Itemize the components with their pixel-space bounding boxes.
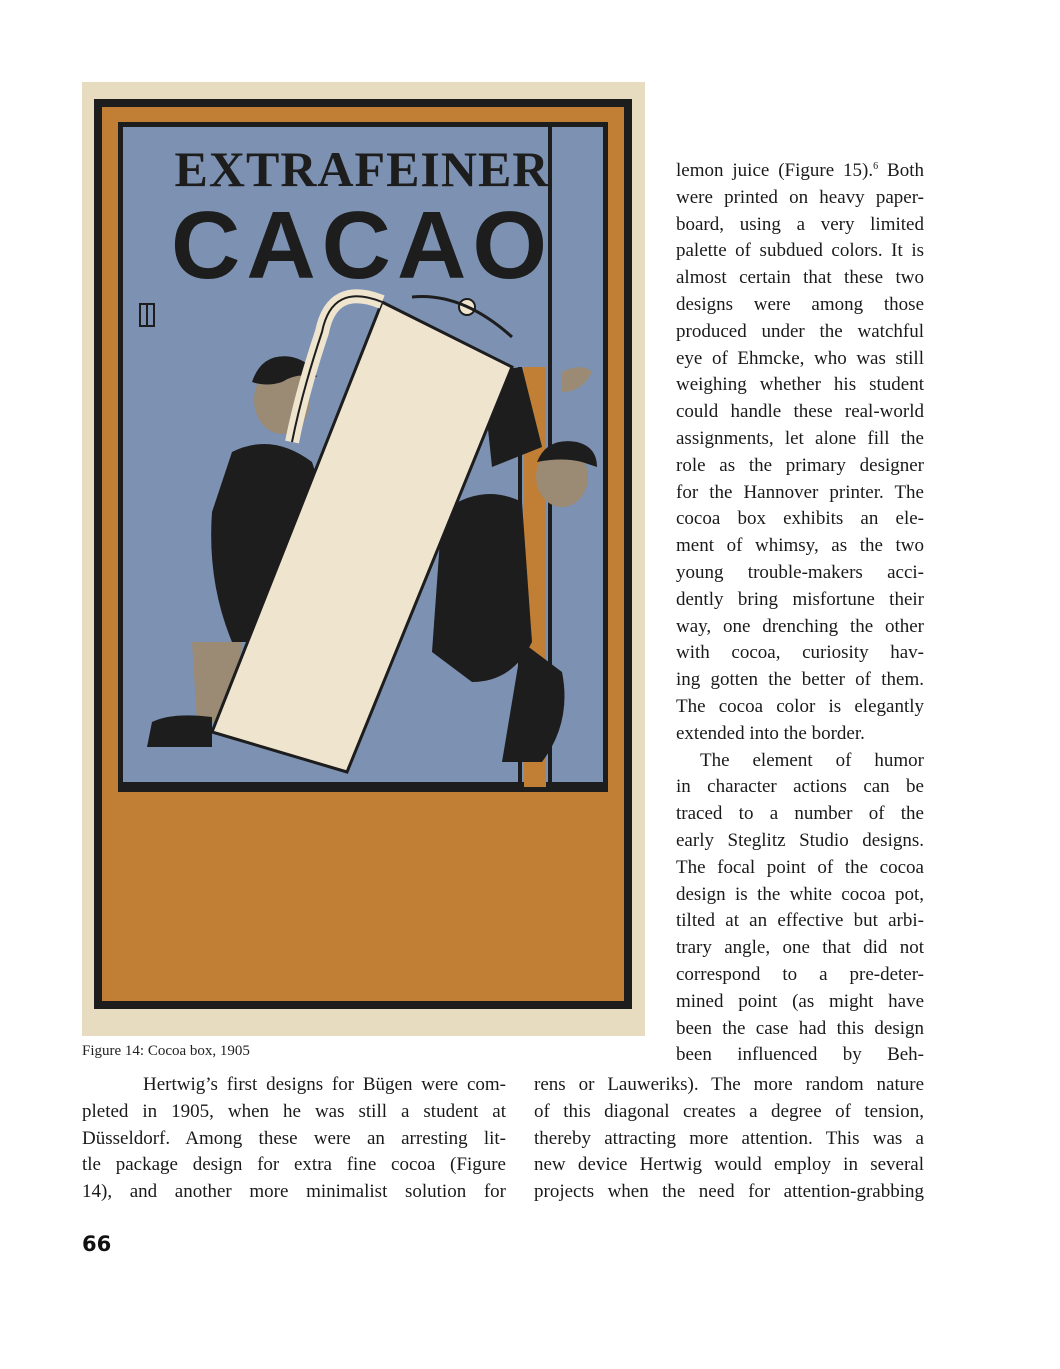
text-line: rens or Lauweriks). The more random nature (534, 1074, 924, 1095)
page-number: 66 (82, 1232, 112, 1256)
text-line: designs were among those (676, 293, 924, 315)
text-line: lemon juice (Figure 15).$^6$ Both (676, 160, 924, 181)
text-line: Hertwig’s first designs for Bügen were com- (143, 1074, 506, 1095)
right-column-top (676, 158, 924, 1069)
text-line: Düsseldorf. Among these were an arresting lit- (82, 1127, 506, 1149)
text-line: tilted at an effective but arbi- (676, 910, 924, 932)
text-line: eye of Ehmcke, who was still (676, 347, 924, 369)
text-line: in character actions can be (676, 776, 924, 798)
text-line: 14), and another more minimalist solution for (82, 1181, 506, 1203)
text-line: almost certain that these two (676, 267, 924, 289)
text-line: extended into the border. (676, 722, 865, 744)
text-line: correspond to a pre-deter- (676, 963, 924, 985)
right-column-bottom (534, 1072, 924, 1206)
poster-title-line2: CACAO (171, 192, 553, 299)
text-line: palette of subdued colors. It is (676, 240, 924, 262)
text-line: ing gotten the better of them. (676, 669, 924, 691)
text-line: projects when the need for attention-grabbing (534, 1181, 924, 1203)
text-line: weighing whether his student (676, 374, 924, 396)
text-line: The element of humor (700, 749, 924, 771)
text-line: were printed on heavy paper- (676, 186, 924, 208)
text-line: early Steglitz Studio designs. (676, 829, 924, 851)
text-line: been the case had this design (676, 1017, 924, 1039)
text-line: of this diagonal creates a degree of tension, (534, 1100, 924, 1122)
text-line: dently bring misfortune their (676, 588, 924, 610)
left-column (82, 1072, 506, 1206)
text-line: tle package design for extra fine cocoa (Figure (82, 1154, 506, 1176)
text-line: design is the white cocoa pot, (676, 883, 924, 905)
text-line: been influenced by Beh- (676, 1044, 924, 1066)
text-line: produced under the watchful (676, 320, 924, 342)
text-line: with cocoa, curiosity hav- (676, 642, 924, 664)
text-line: traced to a number of the (676, 803, 924, 825)
text-line: mined point (as might have (676, 990, 924, 1012)
text-line: The focal point of the cocoa (676, 856, 924, 878)
text-line: thereby attracting more attention. This was a (534, 1127, 924, 1149)
text-line: The cocoa color is elegantly (676, 695, 924, 717)
text-line: new device Hertwig would employ in several (534, 1154, 924, 1176)
text-line: cocoa box exhibits an ele- (676, 508, 924, 530)
text-line: pleted in 1905, when he was still a student at (82, 1100, 506, 1122)
figure-caption: Figure 14: Cocoa box, 1905 (82, 1043, 250, 1059)
text-line: role as the primary designer (676, 454, 924, 476)
text-line: assignments, let alone fill the (676, 427, 924, 449)
text-line: board, using a very limited (676, 213, 924, 235)
text-line: could handle these real-world (676, 401, 924, 423)
footnote-ref: 6 (873, 161, 879, 172)
text-line: for the Hannover printer. The (676, 481, 924, 503)
text-line: ment of whimsy, as the two (676, 535, 924, 557)
text-line: young trouble-makers acci- (676, 561, 924, 583)
figure-cocoa-box (82, 82, 645, 1036)
text-line: trary angle, one that did not (676, 937, 924, 959)
text-line: way, one drenching the other (676, 615, 924, 637)
poster-title-line1: EXTRAFEINER (174, 141, 550, 197)
cocoa-box-illustration (82, 82, 645, 1036)
